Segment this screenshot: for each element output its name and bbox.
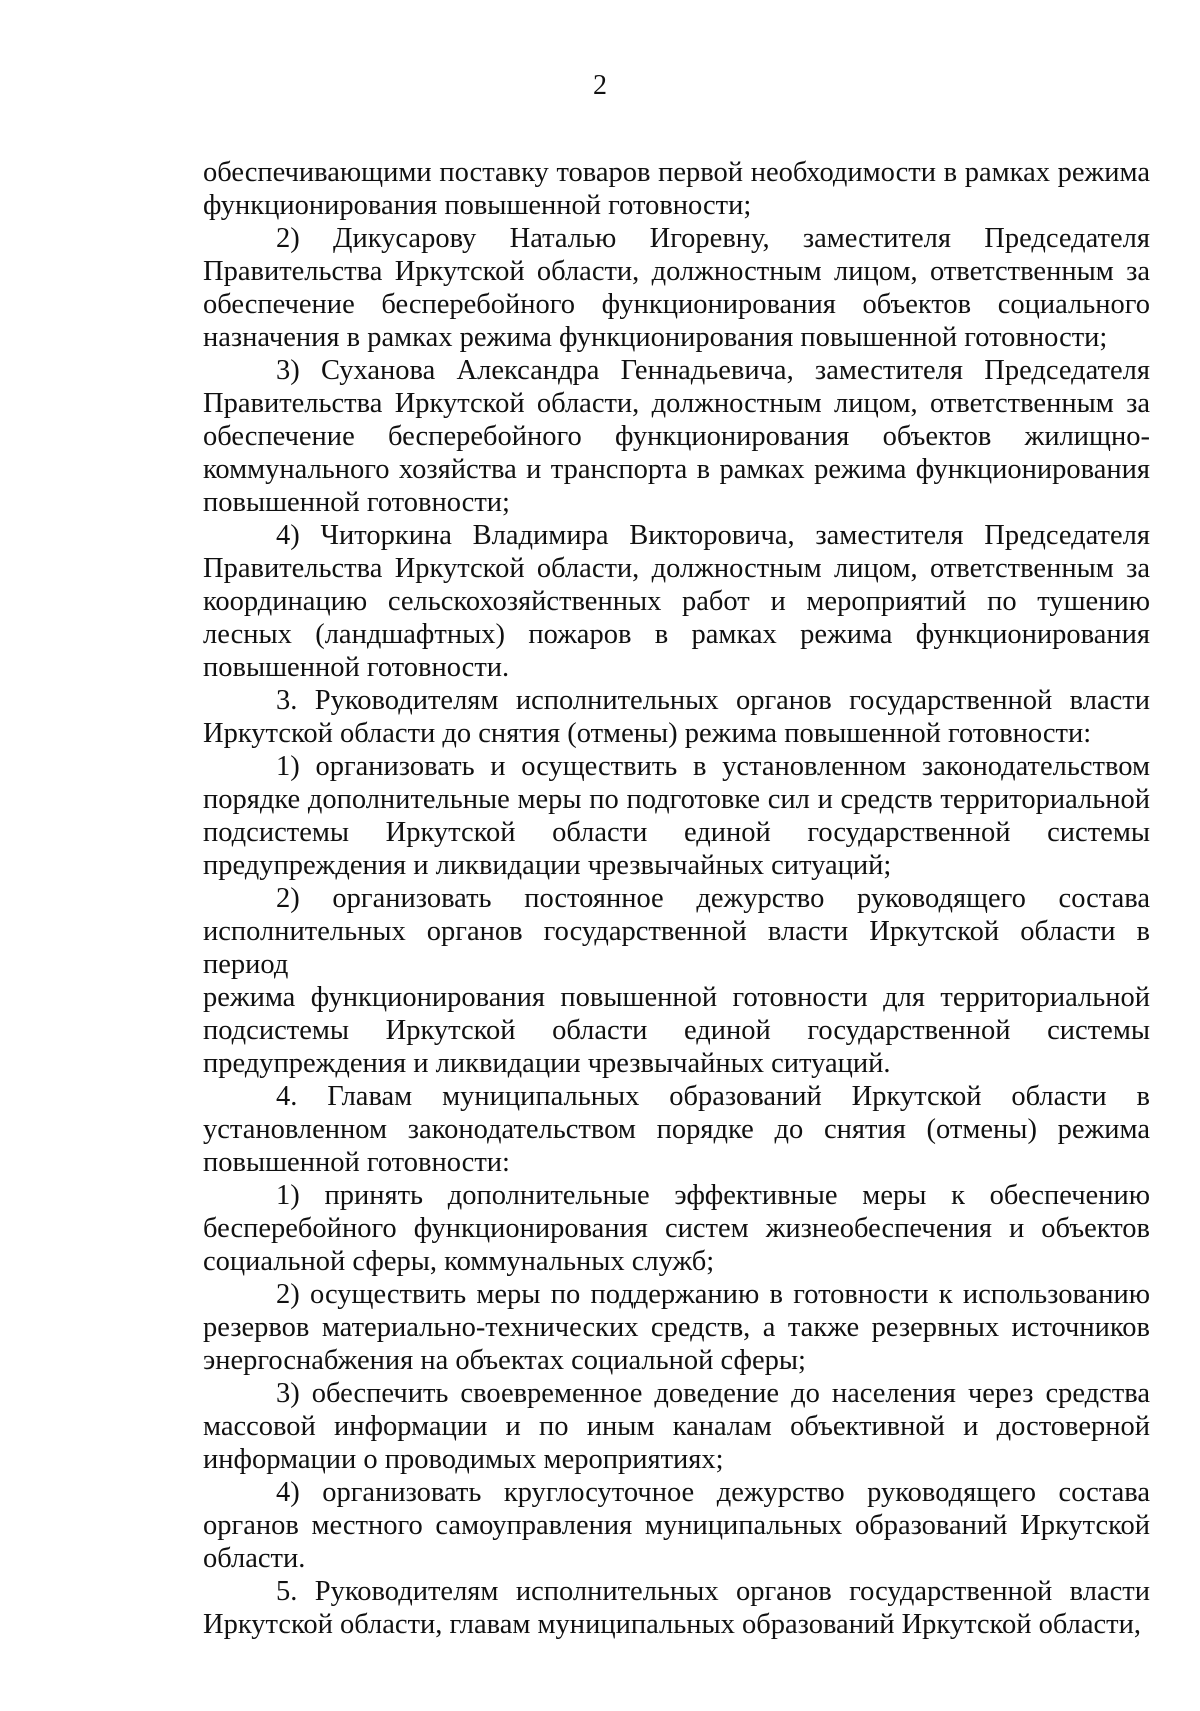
text-line: Правительства Иркутской области, должностным лицом, ответственным за [203,256,1150,287]
text-line: 3) обеспечить своевременное доведение до населения через средства [276,1378,1150,1409]
text-line: 3) Суханова Александра Геннадьевича, заместителя Председателя [276,355,1150,386]
text-line: повышенной готовности; [203,487,510,518]
text-line: коммунального хозяйства и транспорта в рамках режима функционирования [203,454,1150,485]
text-line: порядке дополнительные меры по подготовке сил и средств территориальной [203,784,1150,815]
text-line: информации о проводимых мероприятиях; [203,1444,724,1475]
text-line: органов местного самоуправления муниципальных образований Иркутской [203,1510,1150,1541]
paragraph [203,1278,1150,1377]
text-line: 2) организовать постоянное дежурство руководящего состава [276,883,1150,914]
text-line: предупреждения и ликвидации чрезвычайных ситуаций; [203,850,892,881]
text-line: 5. Руководителям исполнительных органов государственной власти [276,1576,1150,1607]
paragraph [203,1377,1150,1476]
text-line: резервов материально-технических средств, а также резервных источников [203,1312,1150,1343]
paragraph [203,750,1150,882]
paragraph [203,156,1150,222]
text-line: 4) организовать круглосуточное дежурство руководящего состава [276,1477,1150,1508]
text-line: Иркутской области до снятия (отмены) режима повышенной готовности: [203,718,1092,749]
paragraph [203,354,1150,519]
text-line: обеспечение бесперебойного функционирования объектов жилищно- [203,421,1150,452]
text-line: области. [203,1543,306,1574]
document-body [203,156,1150,1641]
text-line: 2) осуществить меры по поддержанию в готовности к использованию [276,1279,1150,1310]
page-number: 2 [593,70,607,101]
text-line: массовой информации и по иным каналам объективной и достоверной [203,1411,1150,1442]
paragraph [203,1080,1150,1179]
text-line: режима функционирования повышенной готовности для территориальной [203,982,1150,1013]
text-line: Правительства Иркутской области, должностным лицом, ответственным за [203,553,1150,584]
text-line: повышенной готовности: [203,1147,510,1178]
text-line: бесперебойного функционирования систем жизнеобеспечения и объектов [203,1213,1150,1244]
paragraph [203,519,1150,684]
text-line: 4. Главам муниципальных образований Иркутской области в [276,1081,1150,1112]
text-line: социальной сферы, коммунальных служб; [203,1246,715,1277]
text-line: Иркутской области, главам муниципальных образований Иркутской области, [203,1609,1141,1640]
text-line: повышенной готовности. [203,652,510,683]
text-line: 3. Руководителям исполнительных органов государственной власти [276,685,1150,716]
text-line: 1) принять дополнительные эффективные меры к обеспечению [276,1180,1150,1211]
paragraph [203,1575,1150,1641]
text-line: координацию сельскохозяйственных работ и мероприятий по тушению [203,586,1150,617]
text-line: 4) Читоркина Владимира Викторовича, заместителя Председателя [276,520,1150,551]
text-line: назначения в рамках режима функционирования повышенной готовности; [203,322,1108,353]
text-line: энергоснабжения на объектах социальной сферы; [203,1345,806,1376]
text-line: подсистемы Иркутской области единой государственной системы [203,817,1150,848]
paragraph [203,1179,1150,1278]
paragraph [203,882,1150,1080]
text-line: предупреждения и ликвидации чрезвычайных ситуаций. [203,1048,891,1079]
text-line: лесных (ландшафтных) пожаров в рамках режима функционирования [203,619,1150,650]
text-line: обеспечение бесперебойного функционирования объектов социального [203,289,1150,320]
paragraph [203,684,1150,750]
text-line: функционирования повышенной готовности; [203,190,752,221]
paragraph [203,1476,1150,1575]
text-line: подсистемы Иркутской области единой государственной системы [203,1015,1150,1046]
text-line: 1) организовать и осуществить в установленном законодательством [276,751,1150,782]
text-line: обеспечивающими поставку товаров первой необходимости в рамках режима [203,157,1150,188]
text-line: Правительства Иркутской области, должностным лицом, ответственным за [203,388,1150,419]
paragraph [203,222,1150,354]
text-line: исполнительных органов государственной власти Иркутской области в период [203,916,1150,980]
text-line: установленном законодательством порядке до снятия (отмены) режима [203,1114,1150,1145]
text-line: 2) Дикусарову Наталью Игоревну, заместителя Председателя [276,223,1150,254]
